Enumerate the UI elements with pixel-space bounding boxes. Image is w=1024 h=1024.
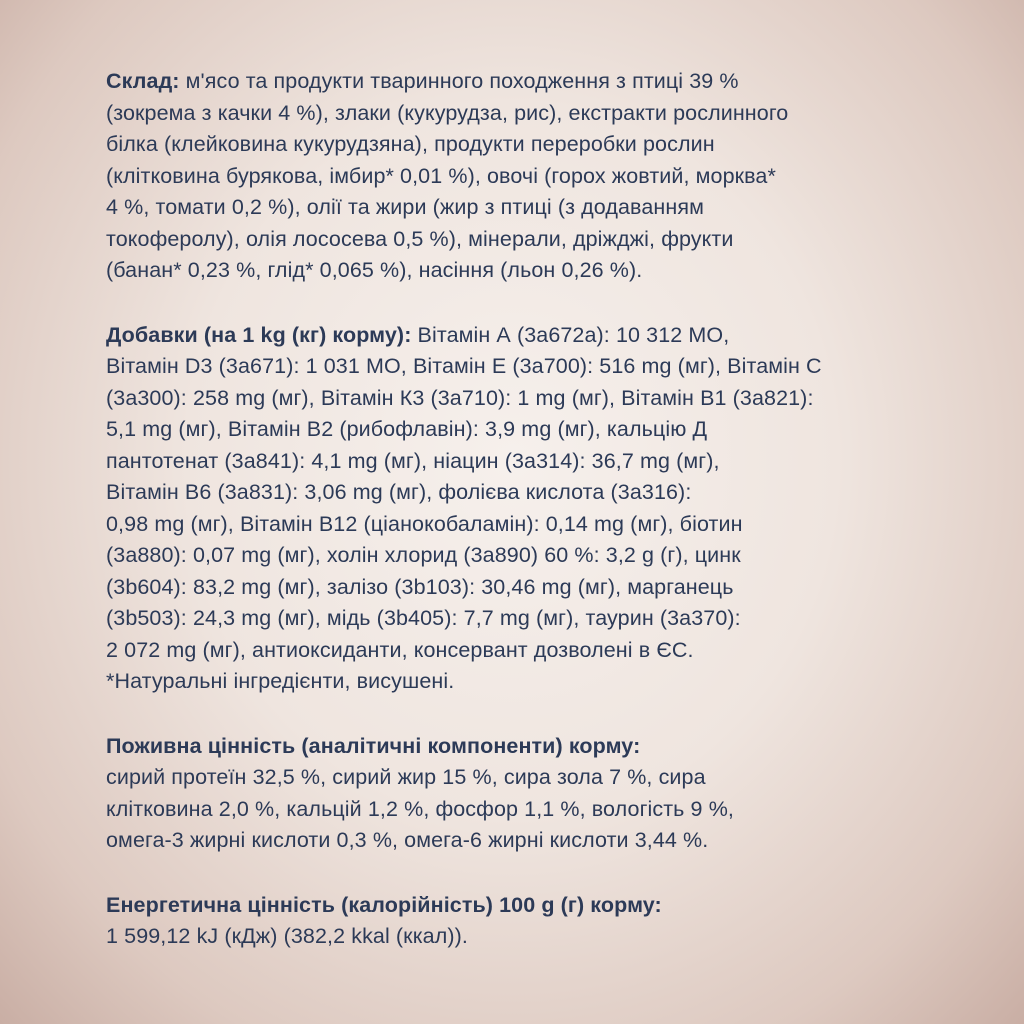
natural-ingredients-note: *Натуральні інгредієнти, висушені.: [106, 669, 455, 693]
energy-section: [106, 890, 956, 953]
nutrition-text: сирий протеїн 32,5 %, сирий жир 15 %, сира зола 7 %, сира клітковина 2,0 %, кальцій 1,2 %, фосфор 1,1 %, вологість 9 %, омега-3 жирні кислоти 0,3 %, омега-6 жирні кислоти 3,44 %.: [106, 765, 734, 852]
additives-paragraph: [106, 320, 956, 667]
composition-label: Склад:: [106, 69, 180, 93]
composition-section: [106, 66, 956, 287]
additives-label: Добавки (на 1 kg (кг) корму):: [106, 322, 412, 347]
additives-section: [106, 320, 956, 698]
additives-text: Вітамін А (3a672a): 10 312 МО, Вітамін D3 (3a671): 1 031 МО, Вітамін Е (3a700): 516 mg (мг), Вітамін С (3a300): 258 mg (мг), Вітамін К3 (3a710): 1 mg (мг), Вітамін В1 (3a821): 5,1 mg (мг), Вітамін В2 (рибофлавін): 3,9 mg (мг), кальцію Д пантотенат (3a841): 4,1 mg (мг), ніацин (3a314): 36,7 mg (мг), Вітамін В6 (3a831): 3,06 mg (мг), фолієва кислота (3a316): 0,98 mg (мг), Вітамін В12 (ціанокобаламін): 0,14 mg (мг), біотин (3a880): 0,07 mg (мг), холін хлорид (3a890) 60 %: 3,2 g (г), цинк (3b604): 83,2 mg (мг), залізо (3b103): 30,46 mg (мг), марганець (3b503): 24,3 mg (мг), мідь (3b405): 7,7 mg (мг), таурин (3a370): 2 072 mg (мг), антиоксиданти, консервант дозволені в ЄС.: [106, 322, 822, 662]
composition-paragraph: [106, 66, 956, 287]
nutrition-label: Поживна цінність (аналітичні компоненти) корму:: [106, 733, 641, 758]
energy-text: 1 599,12 kJ (кДж) (382,2 kkal (ккал)).: [106, 924, 468, 948]
composition-text: м'ясо та продукти тваринного походження з птиці 39 % (зокрема з качки 4 %), злаки (кукурудза, рис), екстракти рослинного білка (клейковина кукурудзяна), продукти переробки рослин (клітковина бурякова, імбир* 0,01 %), овочі (горох жовтий, морква* 4 %, томати 0,2 %), олії та жири (жир з птиці (з додаванням токоферолу), олія лососева 0,5 %), мінерали, дріжджі, фрукти (банан* 0,23 %, глід* 0,065 %), насіння (льон 0,26 %).: [106, 69, 789, 282]
energy-label: Енергетична цінність (калорійність) 100 g (г) корму:: [106, 892, 662, 917]
product-info-page: [106, 66, 956, 986]
nutrition-section: [106, 731, 956, 857]
